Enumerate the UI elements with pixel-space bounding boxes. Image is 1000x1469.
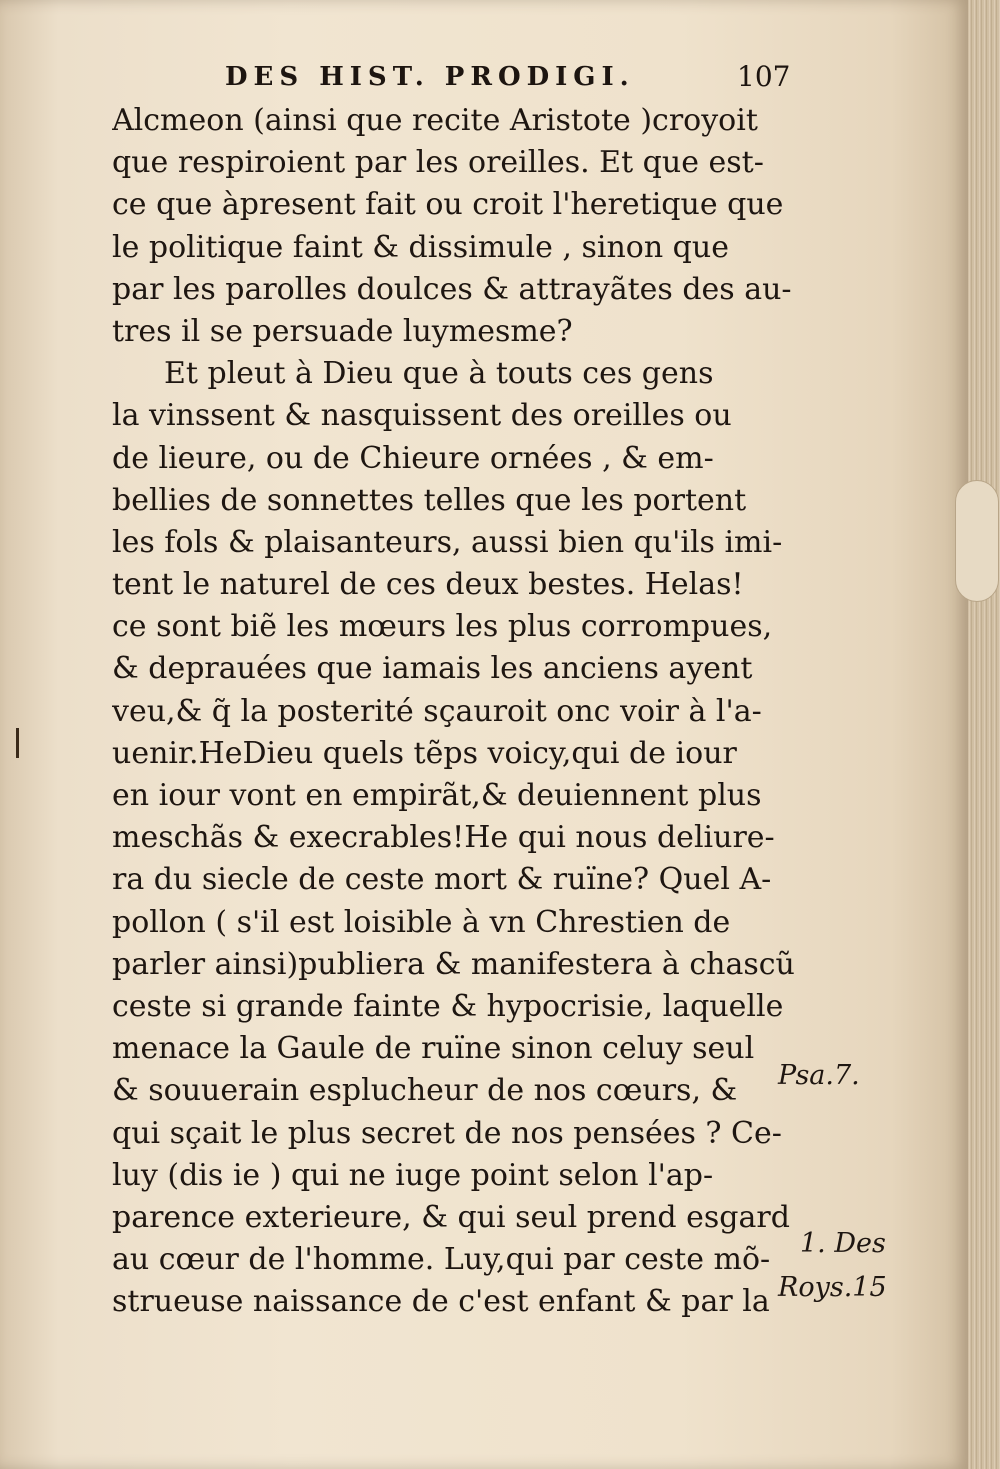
text-line: veu,& q̃ la posterité sçauroit onc voir à l'a- (112, 693, 762, 729)
text-line: menace la Gaule de ruïne sinon celuy seul (112, 1031, 755, 1067)
text-line: strueuse naissance de c'est enfant & par la (112, 1284, 770, 1320)
text-line: tres il se persuade luymesme? (112, 313, 573, 349)
text-line: qui sçait le plus secret de nos pensées ? Ce- (112, 1115, 782, 1151)
text-line: bellies de sonnettes telles que les portent (112, 482, 747, 518)
gutter-mark (16, 728, 19, 758)
text-line: ce que àpresent fait ou croit l'heretique que (112, 187, 784, 223)
text-line: ce sont biẽ les mœurs les plus corrompues, (112, 609, 773, 645)
text-line: luy (dis ie ) qui ne iuge point selon l'ap- (112, 1157, 714, 1193)
text-line-paragraph-start: Et pleut à Dieu que à touts ces gens (164, 356, 714, 392)
text-line: en iour vont en empirãt,& deuiennent plus (112, 778, 762, 813)
body-text (112, 100, 802, 1323)
text-line: & deprauées que iamais les anciens ayent (112, 651, 753, 687)
text-line: Alcmeon (ainsi que recite Aristote )croyoit (112, 103, 758, 138)
text-line: pollon ( s'il est loisible à vn Chrestien de (112, 904, 731, 940)
text-line: la vinssent & nasquissent des oreilles ou (112, 398, 732, 434)
text-line: les fols & plaisanteurs, aussi bien qu'ils imi- (112, 524, 783, 560)
margin-note-kings-line2: Roys.15 (778, 1272, 887, 1303)
text-line: ra du siecle de ceste mort & ruïne? Quel A- (112, 862, 772, 898)
text-line: parence exterieure, & qui seul prend esgard (112, 1199, 790, 1235)
margin-note-kings-line1: 1. Des (800, 1228, 886, 1259)
text-line: ceste si grande fainte & hypocrisie, laquelle (112, 988, 784, 1024)
text-line: que respiroient par les oreilles. Et que est- (112, 145, 764, 181)
text-line: parler ainsi)publiera & manifestera à chascũ (112, 946, 795, 982)
margin-note-psalm: Psa.7. (778, 1060, 860, 1091)
text-line: & souuerain esplucheur de nos cœurs, & (112, 1073, 738, 1109)
text-line: de lieure, ou de Chieure ornées , & em- (112, 440, 714, 476)
running-head-title: DES HIST. PRODIGI. (225, 62, 635, 92)
page-edges (968, 0, 1000, 1469)
text-line: uenir.HeDieu quels tẽps voicy,qui de iour (112, 735, 737, 771)
text-line: le politique faint & dissimule , sinon que (112, 229, 729, 265)
text-line: par les parolles doulces & attrayãtes des au- (112, 271, 792, 307)
clasp-tab (955, 480, 999, 602)
text-line: tent le naturel de ces deux bestes. Helas! (112, 567, 744, 603)
page-number: 107 (737, 60, 791, 93)
running-head (225, 58, 795, 98)
text-line: au cœur de l'homme. Luy,qui par ceste mõ- (112, 1242, 771, 1278)
text-line: meschãs & execrables!He qui nous deliure- (112, 820, 775, 856)
